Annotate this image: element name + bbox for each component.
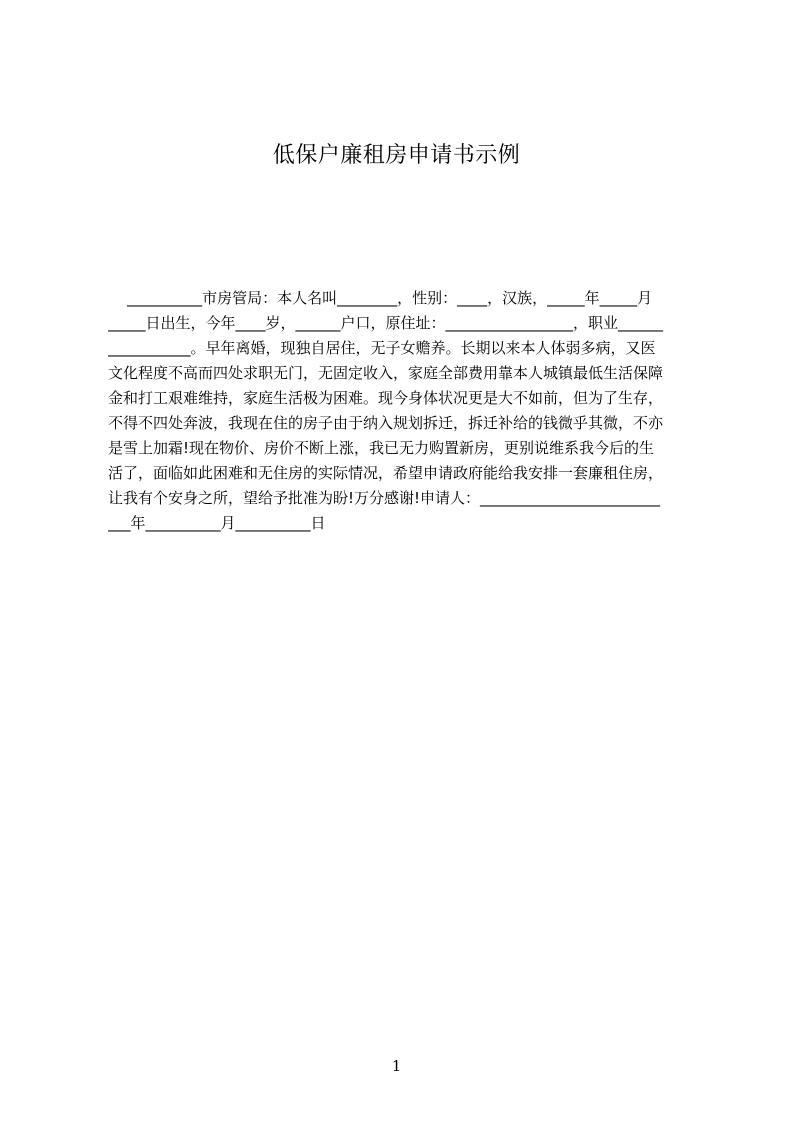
body-line: 文化程度不高而四处求职无门，无固定收入，家庭全部费用靠本人城镇最低生活保障 bbox=[108, 364, 664, 382]
date-line: ___年__________月__________日 bbox=[108, 514, 326, 532]
body-line: 是雪上加霜!现在物价、房价不断上涨，我已无力购置新房，更别说维系我今后的生 bbox=[108, 439, 655, 457]
body-line: __________市房管局：本人名叫________，性别：____，汉族，_____年_____月 bbox=[108, 289, 653, 307]
body-line: 不得不四处奔波，我现在住的房子由于纳入规划拆迁，拆迁补给的钱微乎其微，不亦 bbox=[108, 414, 664, 432]
body-line: _____日出生，今年____岁，______户口，原住址：_________________，职业______ bbox=[108, 314, 664, 332]
body-line: ___________。早年离婚，现独自居住，无子女赡养。长期以来本人体弱多病，又医 bbox=[108, 339, 656, 357]
page-number: 1 bbox=[391, 1057, 402, 1075]
body-line: 活了，面临如此困难和无住房的实际情况，希望申请政府能给我安排一套廉租住房， bbox=[108, 464, 664, 482]
body-line: 金和打工艰难维持，家庭生活极为困难。现今身体状况更是大不如前，但为了生存， bbox=[108, 389, 664, 407]
document-title: 低保户廉租房申请书示例 bbox=[272, 143, 521, 168]
application-body bbox=[108, 286, 700, 536]
body-line: 让我有个安身之所，望给予批准为盼!万分感谢!申请人：________________________ bbox=[108, 489, 661, 507]
